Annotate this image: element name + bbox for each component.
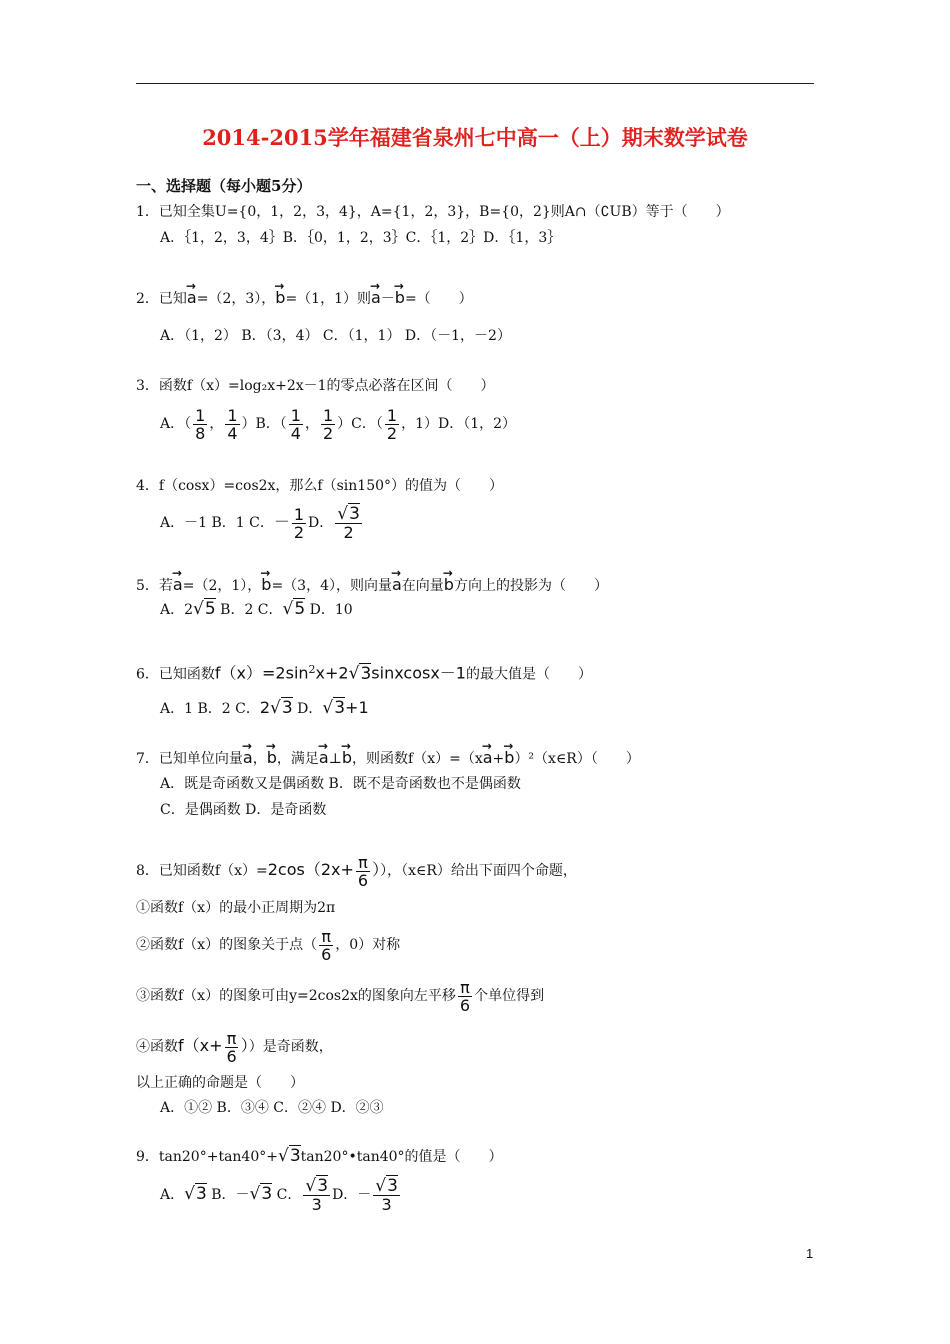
vector-b: → b (342, 748, 352, 768)
vector-a: → a (319, 748, 329, 768)
vector-a: → a (187, 288, 197, 308)
page-title: 2014-2015学年福建省泉州七中高一（上）期末数学试卷 (202, 125, 748, 150)
question-5: 5．若→ a=（2，1），→ b=（3，4），则向量→ a在向量→ b方向上的投影为（ ） (136, 575, 608, 596)
proposition-1: ①函数f（x）的最小正周期为2π (136, 900, 336, 916)
fraction: $\frac{√3}{2}$ (337, 504, 360, 542)
vector-a: → a (243, 748, 253, 768)
fraction: $\frac{1}{8}$ (195, 405, 206, 443)
question-2: 2．已知→ a=（2，3），→ b=（1，1）则→ a－→ b=（ ） (136, 288, 473, 309)
question-9-options: A．√3 B．－√3 C． $\frac{√3}{3}$ D．－ $\frac{√3}{3}$ (160, 1176, 398, 1214)
question-1: 1．已知全集U={0，1，2，3，4}，A={1，2，3}，B={0，2}则A∩（∁UB）等于（ ） (136, 204, 730, 220)
vector-b: → b (261, 575, 271, 595)
fraction: $\frac{1}{2}$ (386, 405, 398, 443)
vector-a: → a (392, 575, 402, 595)
proposition-4: ④函数f（x+ $\frac{\pi}{6}$ ））是奇函数， (136, 1028, 333, 1066)
fraction: $\frac{\pi}{6}$ (226, 1028, 237, 1066)
vector-b: → b (444, 575, 454, 595)
fraction: $\frac{1}{2}$ (322, 405, 334, 443)
fraction: $\frac{√3}{3}$ (305, 1176, 329, 1214)
section-heading: 一、选择题（每小题5分） (136, 177, 312, 195)
question-5-options: A．2√5 B．2 C．√5 D．10 (160, 599, 353, 619)
question-7-options-2: C．是偶函数 D．是奇函数 (160, 802, 327, 818)
fraction: $\frac{\pi}{6}$ (357, 852, 369, 890)
fraction: $\frac{1}{4}$ (227, 405, 238, 443)
question-6-options: A．1 B．2 C．2√3 D．√3+1 (160, 698, 369, 718)
question-1-options: A．｛1，2，3，4｝B．｛0，1，2，3｝C．｛1，2｝D．｛1，3｝ (160, 230, 562, 246)
fraction: $\frac{1}{4}$ (290, 405, 301, 443)
vector-b: → b (395, 288, 405, 308)
question-3-options: A．（ $\frac{1}{8}$ ， $\frac{1}{4}$ ）B．（ $\frac{1}{4}$ ， $\frac{1}{2}$ ）C．（ $\frac{1}{2}$ ，1）D．（1，2） (160, 405, 517, 443)
page-number: 1 (806, 1246, 814, 1261)
fraction: $\frac{√3}{3}$ (375, 1176, 398, 1214)
proposition-2: ②函数f（x）的图象关于点（ $\frac{\pi}{6}$ ，0）对称 (136, 926, 401, 964)
vector-b: → b (275, 288, 285, 308)
question-8-lead: 以上正确的命题是（ ） (136, 1075, 304, 1091)
vector-a: → a (483, 748, 493, 768)
fraction: $\frac{1}{2}$ (293, 504, 305, 542)
question-8: 8．已知函数f（x）=2cos（2x+ $\frac{\pi}{6}$ ）），（x∈R）给出下面四个命题， (136, 852, 577, 890)
vector-b: → b (267, 748, 277, 768)
question-8-options: A．①② B．③④ C．②④ D．②③ (160, 1100, 384, 1116)
question-2-options: A．（1，2） B．（3，4） C．（1，1） D．（－1，－2） (160, 328, 511, 344)
fraction: $\frac{\pi}{6}$ (459, 977, 471, 1015)
vector-a: → a (173, 575, 183, 595)
question-4-options: A．－1 B．1 C．－ $\frac{1}{2}$ D． $\frac{√3}{2}$ (160, 504, 360, 542)
header-rule (136, 83, 814, 84)
question-7: 7．已知单位向量→ a，→ b，满足→ a⊥→ b，则函数f（x）=（x→ a+→ b）²（x∈R）（ ） (136, 748, 640, 769)
vector-b: → b (504, 748, 514, 768)
question-7-options-1: A．既是奇函数又是偶函数 B．既不是奇函数也不是偶函数 (160, 776, 521, 792)
question-9: 9．tan20°+tan40°+√3tan20°•tan40°的值是（ ） (136, 1146, 503, 1166)
question-6: 6．已知函数$f(x)=2\sin^2x+2√3sinxcosx-1$的最大值是（ ） (136, 663, 592, 684)
vector-a: → a (371, 288, 381, 308)
proposition-3: ③函数f（x）的图象可由y=2cos2x的图象向左平移 $\frac{\pi}{6}$ 个单位得到 (136, 977, 545, 1015)
fraction: $\frac{\pi}{6}$ (321, 926, 332, 964)
question-4: 4．f（cosx）=cos2x，那么f（sin150°）的值为（ ） (136, 478, 504, 494)
question-3: 3．函数f（x）=log₂x+2x－1的零点必落在区间（ ） (136, 378, 495, 394)
